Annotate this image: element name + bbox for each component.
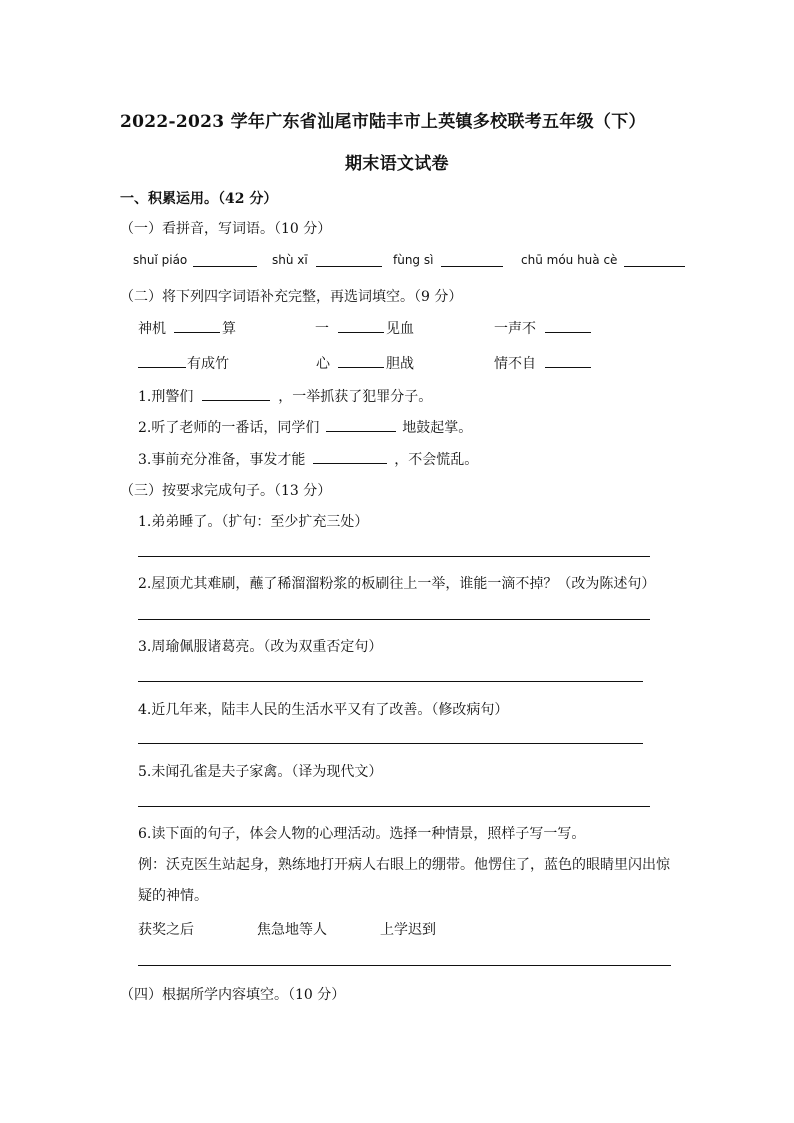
answer-blank[interactable] bbox=[441, 266, 503, 267]
idiom-text: 一声不 bbox=[494, 321, 536, 337]
answer-line[interactable] bbox=[138, 681, 643, 682]
fill-question-2 bbox=[138, 417, 472, 437]
answer-line[interactable] bbox=[138, 556, 650, 557]
sentence-question-6: 6.读下面的句子，体会人物的心理活动。选择一种情景，照样子写一写。 bbox=[138, 826, 586, 842]
idiom-blank[interactable] bbox=[338, 332, 384, 333]
answer-line[interactable] bbox=[138, 619, 650, 620]
fill-question-text: ，一举抓获了犯罪分子。 bbox=[278, 389, 433, 405]
fill-question-1 bbox=[138, 386, 432, 406]
fill-blank[interactable] bbox=[313, 449, 387, 464]
example-text-line2: 疑的神情。 bbox=[138, 888, 208, 904]
fill-question-text: 3.事前充分准备，事发才能 bbox=[138, 452, 306, 468]
part2-heading: （二）将下列四字词语补充完整，再选词填空。（9 分） bbox=[120, 289, 463, 305]
pinyin-item: shuǐ piáo bbox=[133, 253, 188, 267]
answer-line[interactable] bbox=[138, 743, 643, 744]
answer-line[interactable] bbox=[138, 965, 671, 966]
fill-blank[interactable] bbox=[202, 386, 270, 401]
idiom-text: 一 bbox=[315, 321, 329, 337]
answer-blank[interactable] bbox=[316, 266, 382, 267]
answer-blank[interactable] bbox=[193, 266, 257, 267]
idiom-text: 心 bbox=[316, 356, 330, 372]
fill-question-text: 1.刑警们 bbox=[138, 389, 194, 405]
fill-blank[interactable] bbox=[326, 417, 396, 432]
idiom-text: 见血 bbox=[386, 321, 414, 337]
sentence-question-3: 3.周瑜佩服诸葛亮。（改为双重否定句） bbox=[138, 639, 383, 655]
scenario-option: 焦急地等人 bbox=[257, 922, 327, 938]
fill-question-text: 地鼓起掌。 bbox=[402, 420, 473, 436]
fill-question-text: 2.听了老师的一番话，同学们 bbox=[138, 420, 320, 436]
fill-question-3 bbox=[138, 449, 478, 469]
sentence-question-5: 5.未闻孔雀是夫子家禽。（译为现代文） bbox=[138, 764, 383, 780]
idiom-blank[interactable] bbox=[545, 332, 591, 333]
exam-title-line1: 2022-2023 学年广东省汕尾市陆丰市上英镇多校联考五年级（下） bbox=[120, 112, 646, 132]
pinyin-item: chū móu huà cè bbox=[521, 253, 618, 267]
exam-title-line2: 期末语文试卷 bbox=[345, 154, 449, 174]
idiom-text: 胆战 bbox=[386, 356, 414, 372]
answer-line[interactable] bbox=[138, 806, 650, 807]
idiom-text: 神机 bbox=[138, 321, 166, 337]
idiom-text: 有成竹 bbox=[187, 356, 229, 372]
part4-heading: （四）根据所学内容填空。（10 分） bbox=[120, 987, 346, 1003]
scenario-option: 获奖之后 bbox=[138, 922, 194, 938]
sentence-question-1: 1.弟弟睡了。（扩句：至少扩充三处） bbox=[138, 514, 369, 530]
part3-heading: （三）按要求完成句子。（13 分） bbox=[120, 483, 332, 499]
idiom-blank[interactable] bbox=[338, 367, 384, 368]
section-heading: 一、积累运用。（42 分） bbox=[120, 191, 278, 207]
answer-blank[interactable] bbox=[624, 266, 685, 267]
sentence-question-2: 2.屋顶尤其难刷，蘸了稀溜溜粉浆的板刷往上一举，谁能一滴不掉？（改为陈述句） bbox=[138, 576, 656, 592]
example-text-line1: 例：沃克医生站起身，熟练地打开病人右眼上的绷带。他愣住了，蓝色的眼睛里闪出惊 bbox=[138, 857, 670, 873]
idiom-text: 情不自 bbox=[494, 356, 536, 372]
idiom-blank[interactable] bbox=[545, 367, 591, 368]
idiom-blank[interactable] bbox=[174, 332, 220, 333]
scenario-option: 上学迟到 bbox=[380, 922, 436, 938]
fill-question-text: ，不会慌乱。 bbox=[394, 452, 479, 468]
pinyin-item: fùng sì bbox=[393, 253, 434, 267]
part1-heading: （一）看拼音，写词语。（10 分） bbox=[120, 221, 332, 237]
idiom-text: 算 bbox=[222, 321, 236, 337]
pinyin-item: shù xī bbox=[272, 253, 308, 267]
idiom-blank[interactable] bbox=[138, 367, 186, 368]
sentence-question-4: 4.近几年来，陆丰人民的生活水平又有了改善。（修改病句） bbox=[138, 702, 509, 718]
